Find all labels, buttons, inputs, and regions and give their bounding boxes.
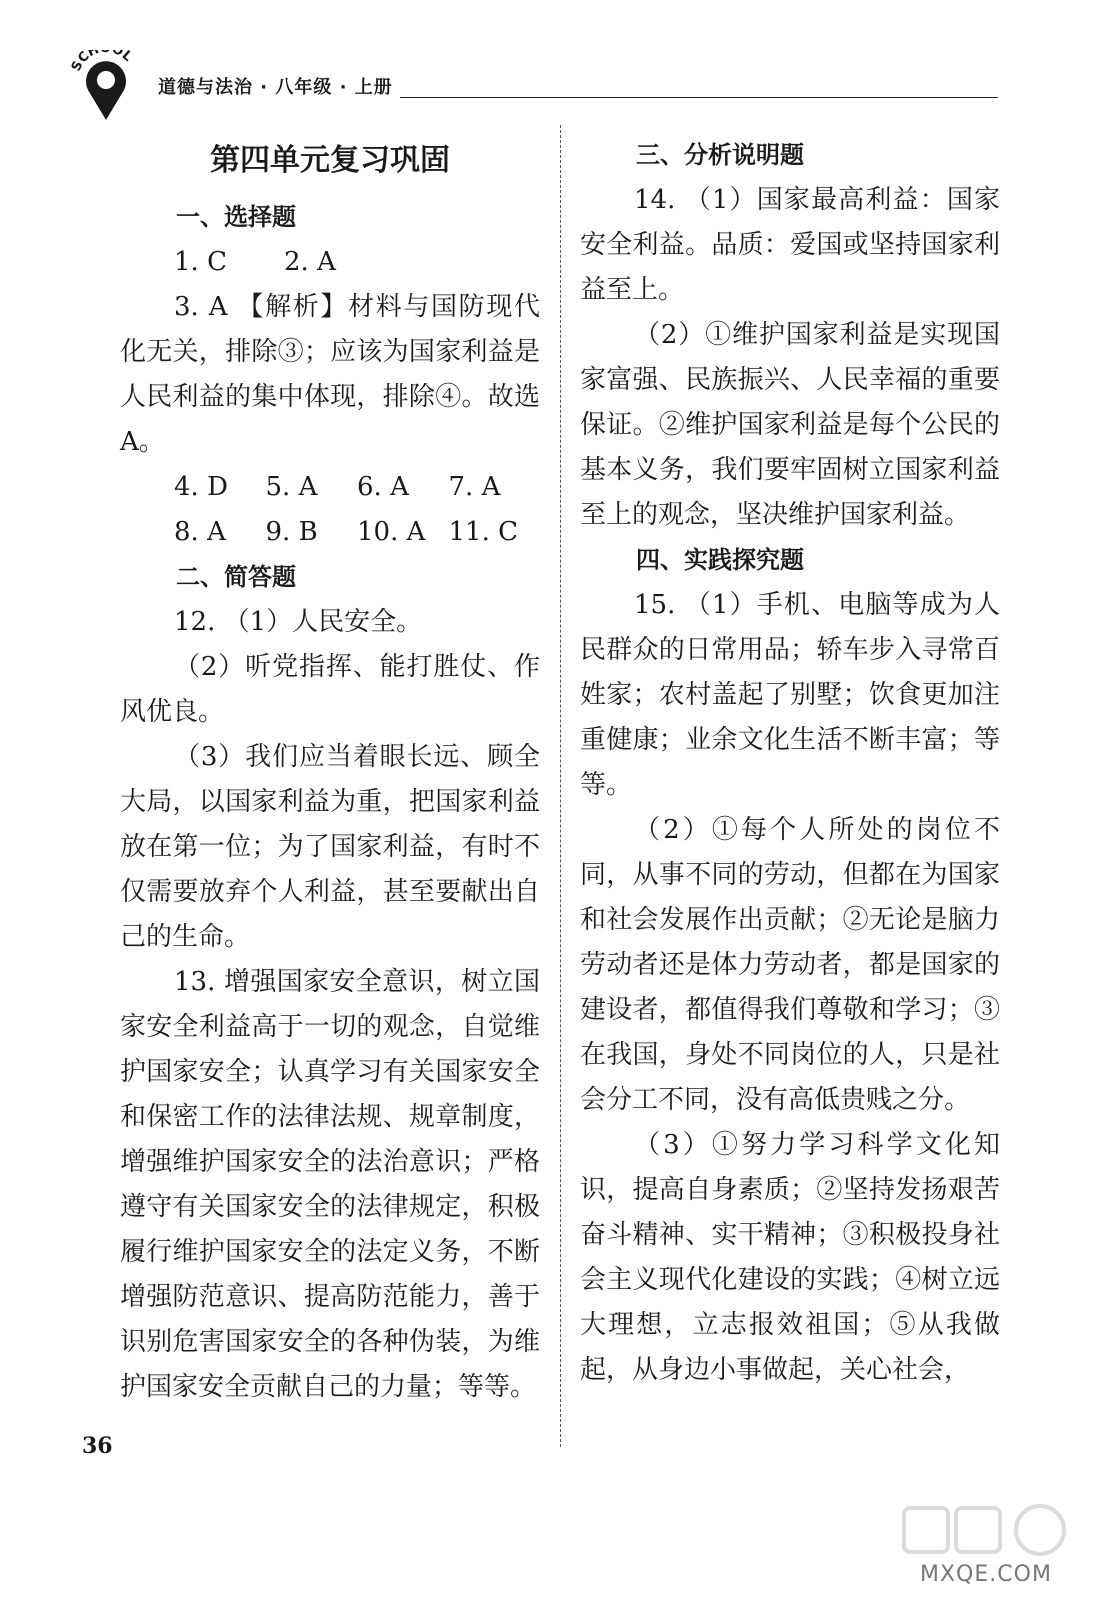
school-logo-icon: [70, 50, 142, 122]
answer-2: 2. A: [284, 247, 336, 277]
section-heading-choice: 一、选择题: [176, 203, 296, 231]
column-divider: [560, 125, 561, 1447]
answer-row-1: [120, 240, 540, 285]
answer-14-1: 14. （1）国家最高利益：国家安全利益。品质：爱国或坚持国家利益至上。: [580, 185, 1000, 305]
answer-12-2: （2）听党指挥、能打胜仗、作风优良。: [120, 652, 540, 727]
answer-7: 7. A: [448, 472, 501, 502]
logo-text: SCH OL: [70, 50, 135, 74]
answer-6: 6. A: [357, 472, 409, 502]
answer-11: 11. C: [448, 517, 519, 547]
answer-12-1: 12. （1）人民安全。: [174, 607, 423, 637]
answer-15-2: （2）①每个人所处的岗位不同，从事不同的劳动，但都在为国家和社会发展作出贡献；②无论是脑力劳动者还是体力劳动者，都是国家的建设者，都值得我们尊敬和学习；③在我国，身处不同岗位的人，只是社会分工不同，没有高低贵贱之分。: [580, 815, 1000, 1115]
section-heading-short-answer: 二、简答题: [176, 563, 296, 591]
left-column: [120, 133, 540, 1410]
answer-1: 1. C: [174, 247, 227, 277]
answer-15-1: 15. （1）手机、电脑等成为人民群众的日常用品；轿车步入寻常百姓家；农村盖起了别墅；饮食更加注重健康；业余文化生活不断丰富；等等。: [580, 590, 1000, 800]
answer-12-3: （3）我们应当着眼长远、顾全大局，以国家利益为重，把国家利益放在第一位；为了国家利益，有时不仅需要放弃个人利益，甚至要献出自己的生命。: [120, 742, 540, 952]
answer-9: 9. B: [265, 517, 318, 547]
section-heading-practice: 四、实践探究题: [636, 546, 804, 574]
answer-10: 10. A: [357, 517, 426, 547]
section-heading-analysis: 三、分析说明题: [636, 141, 804, 169]
right-column: [580, 133, 1000, 1393]
answer-4: 4. D: [174, 472, 228, 502]
watermark-text: MXQE.COM: [920, 1562, 1052, 1587]
answer-row-3: [120, 510, 540, 555]
header-rule: [400, 97, 998, 98]
answer-13: 13. 增强国家安全意识，树立国家安全利益高于一切的观念，自觉维护国家安全；认真学习有关国家安全和保密工作的法律法规、规章制度，增强维护国家安全的法治意识；严格遵守有关国家安全的法律规定，积极履行维护国家安全的法定义务，不断增强防范意识、提高防范能力，善于识别危害国家安全的各种伪装，为维护国家安全贡献自己的力量；等等。: [120, 967, 540, 1402]
answer-5: 5. A: [265, 472, 318, 502]
page-number: 36: [82, 1433, 113, 1459]
subject-label: 道德与法治 · 八年级 · 上册: [158, 77, 393, 98]
answer-14-2: （2）①维护国家利益是实现国家富强、民族振兴、人民幸福的重要保证。②维护国家利益是每个公民的基本义务，我们要牢固树立国家利益至上的观念，坚决维护国家利益。: [580, 320, 1000, 530]
page-title: 第四单元复习巩固: [210, 143, 450, 178]
answer-3: 3. A 【解析】材料与国防现代化无关，排除③；应该为国家利益是人民利益的集中体现，排除④。故选 A。: [120, 292, 540, 457]
answer-8: 8. A: [174, 517, 226, 547]
answer-15-3: （3）①努力学习科学文化知识，提高自身素质；②坚持发扬艰苦奋斗精神、实干精神；③积极投身社会主义现代化建设的实践；④树立远大理想，立志报效祖国；⑤从我做起，从身边小事做起，关心社会，: [580, 1130, 1000, 1385]
answer-row-2: [120, 465, 540, 510]
